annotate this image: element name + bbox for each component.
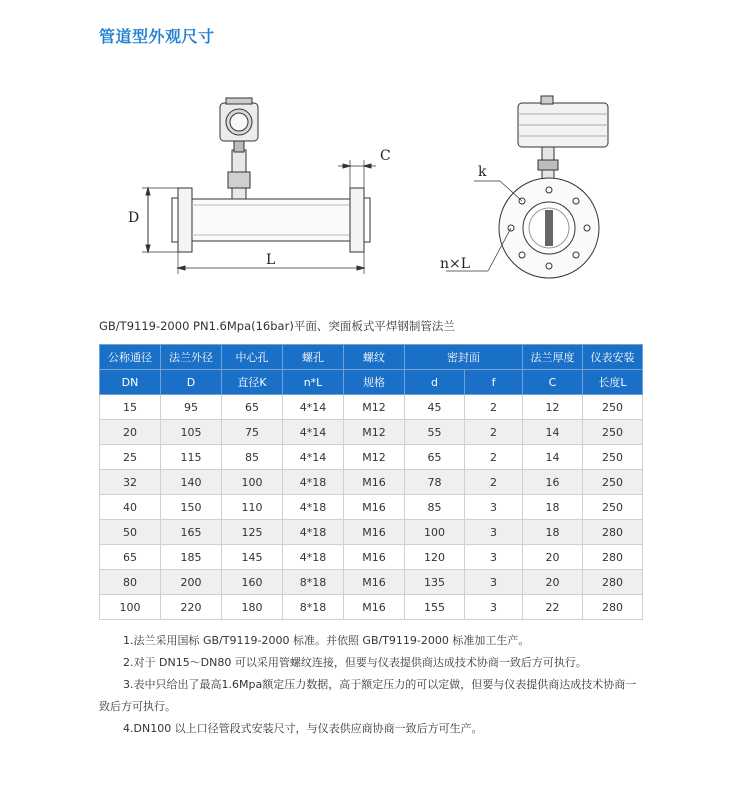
cell-thread: M16 <box>344 470 405 495</box>
cell-seal-f: 2 <box>465 445 523 470</box>
cell-c: 14 <box>523 445 583 470</box>
table-header-row-2 <box>100 370 643 395</box>
table-row <box>100 395 643 420</box>
cell-len: 280 <box>583 545 643 570</box>
cell-d: 115 <box>161 445 222 470</box>
cell-seal-d: 135 <box>405 570 465 595</box>
cell-c: 12 <box>523 395 583 420</box>
cell-thread: M16 <box>344 545 405 570</box>
cell-seal-d: 100 <box>405 520 465 545</box>
cell-dn: 50 <box>100 520 161 545</box>
cell-c: 20 <box>523 545 583 570</box>
cell-c: 20 <box>523 570 583 595</box>
col-k-subheader: 直径K <box>222 370 283 395</box>
cell-thread: M12 <box>344 395 405 420</box>
cell-d: 185 <box>161 545 222 570</box>
cell-len: 280 <box>583 570 643 595</box>
col-c-header: 法兰厚度 <box>523 345 583 370</box>
table-row <box>100 420 643 445</box>
table-row <box>100 545 643 570</box>
flange-spec-table <box>99 344 643 620</box>
cell-dn: 32 <box>100 470 161 495</box>
col-dn-header: 公称通径 <box>100 345 161 370</box>
cell-nl: 4*18 <box>283 470 344 495</box>
cell-c: 18 <box>523 520 583 545</box>
cell-seal-f: 2 <box>465 395 523 420</box>
cell-thread: M12 <box>344 445 405 470</box>
cell-k: 100 <box>222 470 283 495</box>
cell-seal-f: 2 <box>465 470 523 495</box>
cell-nl: 4*14 <box>283 395 344 420</box>
cell-len: 250 <box>583 495 643 520</box>
cell-nl: 4*14 <box>283 420 344 445</box>
col-k-header: 中心孔 <box>222 345 283 370</box>
table-row <box>100 570 643 595</box>
col-seal-d-subheader: d <box>405 370 465 395</box>
col-thread-subheader: 规格 <box>344 370 405 395</box>
table-row <box>100 470 643 495</box>
cell-len: 250 <box>583 420 643 445</box>
table-row <box>100 495 643 520</box>
col-len-subheader: 长度L <box>583 370 643 395</box>
dimension-drawings <box>0 90 735 290</box>
cell-seal-d: 65 <box>405 445 465 470</box>
cell-seal-d: 45 <box>405 395 465 420</box>
cell-seal-d: 55 <box>405 420 465 445</box>
notes-section <box>99 630 644 740</box>
cell-d: 150 <box>161 495 222 520</box>
cell-dn: 25 <box>100 445 161 470</box>
col-nl-subheader: n*L <box>283 370 344 395</box>
table-header-row-1 <box>100 345 643 370</box>
col-seal-header: 密封面 <box>405 345 523 370</box>
cell-thread: M12 <box>344 420 405 445</box>
cell-thread: M16 <box>344 570 405 595</box>
cell-k: 160 <box>222 570 283 595</box>
cell-d: 200 <box>161 570 222 595</box>
cell-c: 22 <box>523 595 583 620</box>
col-d-subheader: D <box>161 370 222 395</box>
col-len-header: 仪表安装 <box>583 345 643 370</box>
note-item: 3.表中只给出了最高1.6Mpa额定压力数据，高于额定压力的可以定做，但要与仪表提供商达成技术协商一致后方可执行。 <box>99 678 637 713</box>
cell-seal-f: 3 <box>465 595 523 620</box>
cell-c: 18 <box>523 495 583 520</box>
cell-dn: 15 <box>100 395 161 420</box>
cell-thread: M16 <box>344 520 405 545</box>
cell-k: 125 <box>222 520 283 545</box>
table-caption: GB/T9119-2000 PN1.6Mpa(16bar)平面、突面板式平焊钢制管法兰 <box>99 319 455 333</box>
cell-k: 75 <box>222 420 283 445</box>
cell-nl: 4*18 <box>283 495 344 520</box>
end-view-drawing <box>446 96 608 278</box>
cell-k: 180 <box>222 595 283 620</box>
cell-seal-d: 120 <box>405 545 465 570</box>
dim-d-label: D <box>128 210 140 226</box>
cell-seal-d: 155 <box>405 595 465 620</box>
cell-seal-f: 3 <box>465 545 523 570</box>
cell-k: 85 <box>222 445 283 470</box>
cell-len: 250 <box>583 445 643 470</box>
col-dn-subheader: DN <box>100 370 161 395</box>
cell-k: 110 <box>222 495 283 520</box>
note-item: 1.法兰采用国标 GB/T9119-2000 标准。并依照 GB/T9119-2000 标准加工生产。 <box>123 634 530 647</box>
cell-len: 250 <box>583 395 643 420</box>
cell-c: 16 <box>523 470 583 495</box>
cell-dn: 100 <box>100 595 161 620</box>
cell-len: 280 <box>583 520 643 545</box>
cell-seal-f: 2 <box>465 420 523 445</box>
table-row <box>100 445 643 470</box>
col-nl-header: 螺孔 <box>283 345 344 370</box>
cell-dn: 20 <box>100 420 161 445</box>
page-title: 管道型外观尺寸 <box>99 27 215 46</box>
cell-seal-f: 3 <box>465 570 523 595</box>
col-d-header: 法兰外径 <box>161 345 222 370</box>
cell-d: 105 <box>161 420 222 445</box>
table-row <box>100 520 643 545</box>
cell-k: 145 <box>222 545 283 570</box>
dim-c-label: C <box>380 148 391 164</box>
cell-d: 220 <box>161 595 222 620</box>
cell-dn: 80 <box>100 570 161 595</box>
cell-nl: 4*18 <box>283 520 344 545</box>
cell-nl: 4*18 <box>283 545 344 570</box>
cell-c: 14 <box>523 420 583 445</box>
cell-len: 250 <box>583 470 643 495</box>
cell-seal-d: 78 <box>405 470 465 495</box>
cell-d: 140 <box>161 470 222 495</box>
note-item: 4.DN100 以上口径管段式安装尺寸，与仪表供应商协商一致后方可生产。 <box>123 722 483 735</box>
cell-seal-f: 3 <box>465 520 523 545</box>
note-item: 2.对于 DN15～DN80 可以采用管螺纹连接，但要与仪表提供商达成技术协商一致后方可执行。 <box>123 656 587 669</box>
cell-seal-d: 85 <box>405 495 465 520</box>
cell-seal-f: 3 <box>465 495 523 520</box>
dim-l-label: L <box>266 252 276 268</box>
col-seal-f-subheader: f <box>465 370 523 395</box>
cell-nl: 8*18 <box>283 595 344 620</box>
cell-dn: 65 <box>100 545 161 570</box>
cell-thread: M16 <box>344 495 405 520</box>
table-row <box>100 595 643 620</box>
cell-nl: 8*18 <box>283 570 344 595</box>
cell-thread: M16 <box>344 595 405 620</box>
col-thread-header: 螺纹 <box>344 345 405 370</box>
cell-nl: 4*14 <box>283 445 344 470</box>
cell-d: 95 <box>161 395 222 420</box>
dim-nxl-label: n×L <box>440 256 471 272</box>
cell-k: 65 <box>222 395 283 420</box>
col-c-subheader: C <box>523 370 583 395</box>
dim-k-label: k <box>478 164 487 180</box>
cell-d: 165 <box>161 520 222 545</box>
cell-len: 280 <box>583 595 643 620</box>
side-view-drawing <box>142 98 376 274</box>
cell-dn: 40 <box>100 495 161 520</box>
